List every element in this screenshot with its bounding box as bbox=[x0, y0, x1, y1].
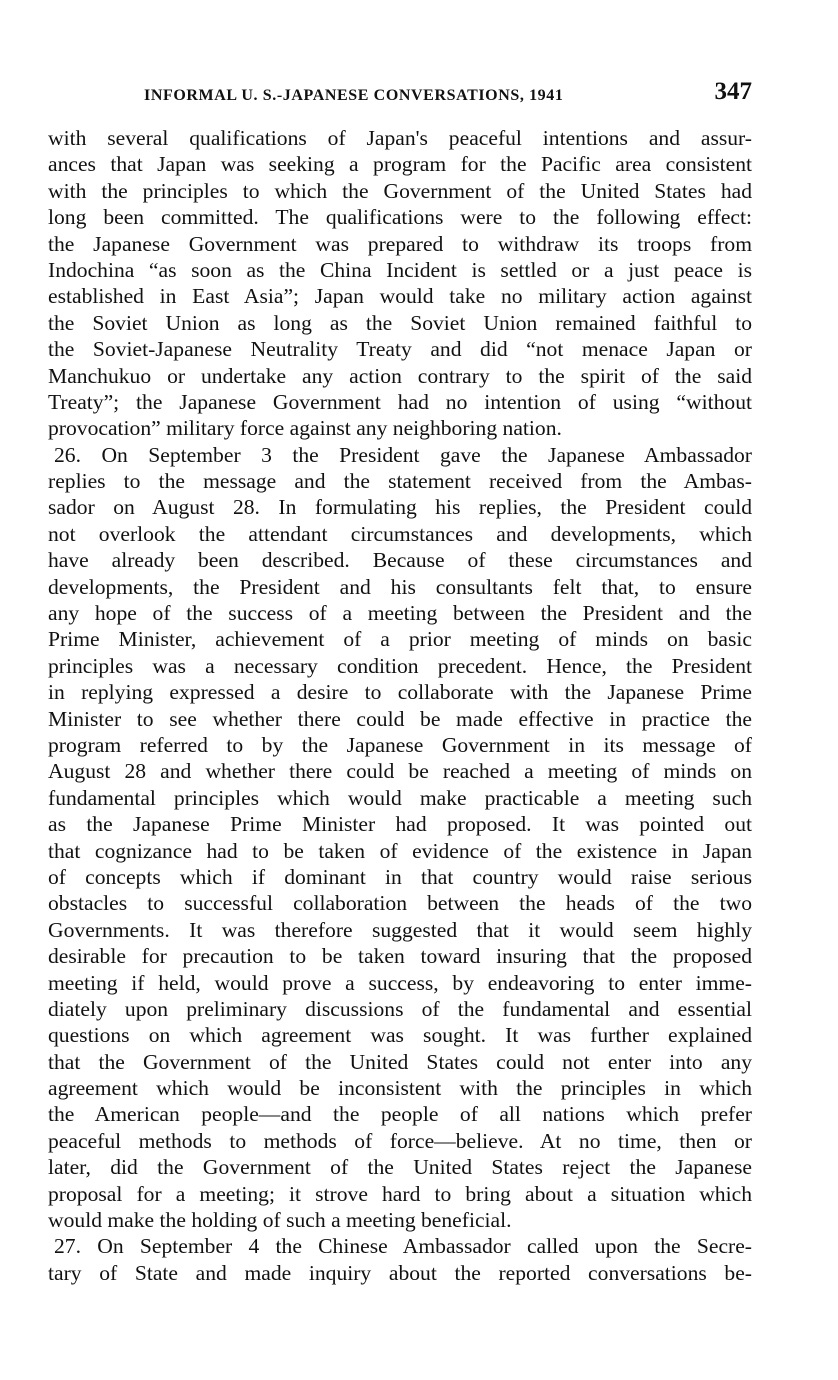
text-line: that cognizance had to be taken of evidence of the existence in Japan bbox=[48, 838, 752, 863]
text-line: Indochina “as soon as the China Incident is settled or a just peace is bbox=[48, 257, 752, 282]
text-line: sador on August 28. In formulating his replies, the President could bbox=[48, 495, 752, 520]
text-line: long been committed. The qualifications were to the following effect: bbox=[48, 205, 752, 230]
paragraph-start-line: 27. On September 4 the Chinese Ambassador called upon the Secre- bbox=[54, 1234, 752, 1259]
text-line: agreement which would be inconsistent with the principles in which bbox=[48, 1076, 752, 1101]
text-line: not overlook the attendant circumstances and developments, which bbox=[48, 521, 752, 546]
text-line: established in East Asia”; Japan would take no military action against bbox=[48, 284, 752, 309]
paragraph-start-line: 26. On September 3 the President gave the Japanese Ambassador bbox=[54, 442, 752, 467]
text-line: meeting if held, would prove a success, by endeavoring to enter imme- bbox=[48, 970, 752, 995]
text-line: would make the holding of such a meeting beneficial. bbox=[48, 1208, 512, 1233]
page-number: 347 bbox=[714, 78, 752, 105]
text-line: with several qualifications of Japan's peaceful intentions and assur- bbox=[48, 126, 752, 150]
text-line: fundamental principles which would make practicable a meeting such bbox=[48, 785, 752, 810]
text-line: replies to the message and the statement received from the Ambas- bbox=[48, 469, 752, 494]
text-line: tary of State and made inquiry about the reported conversations be- bbox=[48, 1260, 752, 1285]
text-line: as the Japanese Prime Minister had proposed. It was pointed out bbox=[48, 812, 752, 837]
text-line: in replying expressed a desire to collaborate with the Japanese Prime bbox=[48, 680, 752, 705]
text-line: Minister to see whether there could be made effective in practice the bbox=[48, 706, 752, 731]
running-title: INFORMAL U. S.-JAPANESE CONVERSATIONS, 1941 bbox=[144, 87, 564, 104]
text-line: obstacles to successful collaboration between the heads of the two bbox=[48, 891, 752, 916]
text-line: peaceful methods to methods of force—believe. At no time, then or bbox=[48, 1128, 752, 1153]
text-line: developments, the President and his consultants felt that, to ensure bbox=[48, 574, 752, 599]
text-line: desirable for precaution to be taken toward insuring that the proposed bbox=[48, 944, 752, 969]
text-line: have already been described. Because of these circumstances and bbox=[48, 548, 752, 573]
text-line: August 28 and whether there could be reached a meeting of minds on bbox=[48, 759, 752, 784]
text-line: questions on which agreement was sought. It was further explained bbox=[48, 1023, 752, 1048]
text-line: Manchukuo or undertake any action contrary to the spirit of the said bbox=[48, 363, 752, 388]
text-line: the Soviet-Japanese Neutrality Treaty and did “not menace Japan or bbox=[48, 337, 752, 362]
text-line: program referred to by the Japanese Government in its message of bbox=[48, 732, 752, 757]
text-line: with the principles to which the Government of the United States had bbox=[48, 178, 752, 203]
text-line: later, did the Government of the United States reject the Japanese bbox=[48, 1155, 752, 1180]
text-line: the American people—and the people of all nations which prefer bbox=[48, 1102, 752, 1127]
text-line: principles was a necessary condition precedent. Hence, the President bbox=[48, 653, 752, 678]
text-line: proposal for a meeting; it strove hard to bring about a situation which bbox=[48, 1181, 752, 1206]
text-line: diately upon preliminary discussions of the fundamental and essential bbox=[48, 996, 752, 1021]
text-line: that the Government of the United States could not enter into any bbox=[48, 1049, 752, 1074]
text-line: any hope of the success of a meeting between the President and the bbox=[48, 601, 752, 626]
text-line: Prime Minister, achievement of a prior meeting of minds on basic bbox=[48, 627, 752, 652]
text-line: of concepts which if dominant in that country would raise serious bbox=[48, 864, 752, 889]
text-line: ances that Japan was seeking a program for the Pacific area consistent bbox=[48, 152, 752, 177]
text-line: Governments. It was therefore suggested that it would seem highly bbox=[48, 917, 752, 942]
body-text bbox=[48, 125, 752, 1286]
text-line: Treaty”; the Japanese Government had no intention of using “without bbox=[48, 389, 752, 414]
page-header bbox=[48, 78, 752, 114]
text-line: provocation” military force against any neighboring nation. bbox=[48, 416, 562, 441]
text-line: the Japanese Government was prepared to withdraw its troops from bbox=[48, 231, 752, 256]
text-line: the Soviet Union as long as the Soviet Union remained faithful to bbox=[48, 310, 752, 335]
